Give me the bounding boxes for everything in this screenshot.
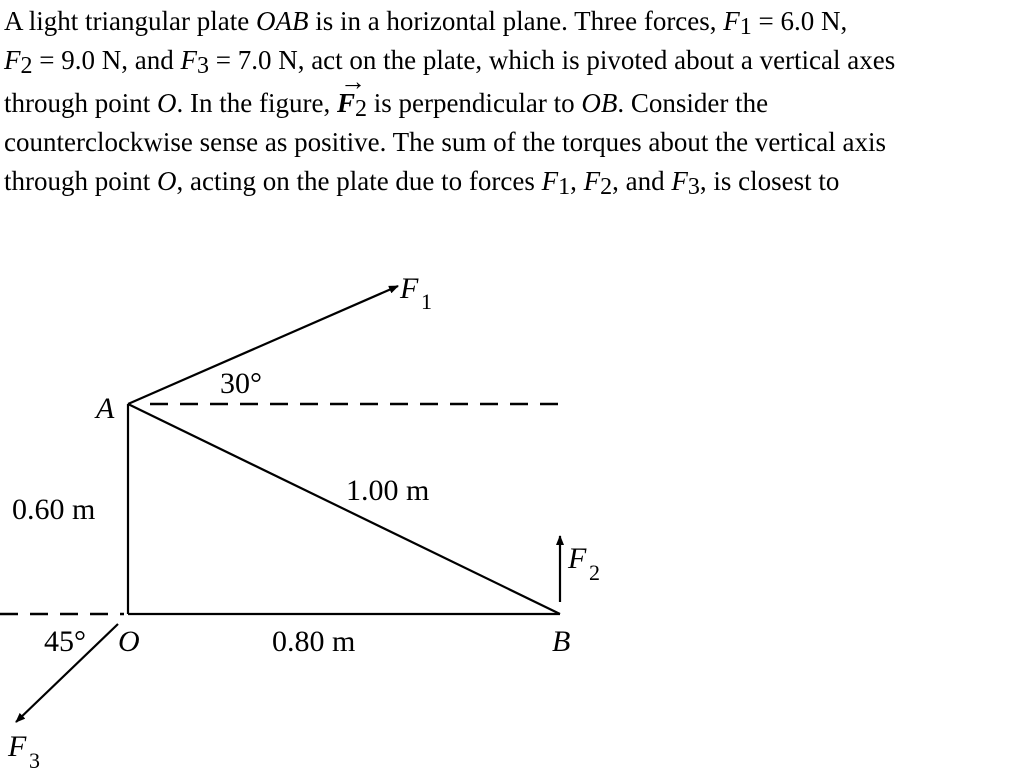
segment-name: OB bbox=[581, 88, 618, 118]
symbol-f: F bbox=[180, 45, 197, 75]
text-run: , bbox=[570, 166, 584, 196]
f3-label: F bbox=[8, 730, 27, 763]
side-ab bbox=[128, 404, 560, 614]
text-run: is perpendicular to bbox=[366, 88, 582, 118]
point-a-label: A bbox=[96, 392, 115, 425]
plate-name: OAB bbox=[255, 6, 309, 36]
f1-arrow bbox=[128, 286, 398, 404]
symbol-f: F bbox=[723, 6, 740, 36]
length-ab-label: 1.00 m bbox=[346, 474, 430, 507]
symbol-o: O bbox=[157, 166, 177, 196]
subscript: 3 bbox=[687, 174, 700, 200]
symbol-f: F bbox=[583, 166, 601, 196]
text-run: through point bbox=[4, 88, 157, 118]
text-run: , is closest to bbox=[699, 166, 840, 196]
f2-label: F bbox=[568, 542, 587, 575]
text-run: through point bbox=[4, 166, 157, 196]
angle-45-label: 45° bbox=[44, 625, 86, 658]
point-o-label: O bbox=[118, 625, 140, 658]
point-b-label: B bbox=[552, 625, 571, 658]
f3-subscript: 3 bbox=[29, 748, 40, 772]
f2-subscript: 2 bbox=[589, 560, 600, 585]
text-run: = 7.0 N, act on the plate, which is pivoted about a vertical axes bbox=[208, 45, 896, 75]
text-run: . Consider the bbox=[617, 88, 769, 118]
subscript: 1 bbox=[558, 174, 571, 200]
text-run: is in a horizontal plane. Three forces, bbox=[308, 6, 724, 36]
length-oa-label: 0.60 m bbox=[12, 493, 96, 526]
symbol-o: O bbox=[157, 88, 177, 118]
subscript: 2 bbox=[354, 96, 367, 122]
symbol-f: F bbox=[4, 45, 21, 75]
f1-subscript: 1 bbox=[421, 289, 432, 314]
text-run: , and bbox=[612, 166, 672, 196]
symbol-f: F bbox=[671, 166, 688, 196]
subscript: 3 bbox=[196, 53, 209, 79]
subscript: 2 bbox=[600, 174, 613, 200]
vector-f2-symbol: → F bbox=[337, 84, 355, 123]
subscript: 1 bbox=[739, 14, 752, 40]
f1-label: F bbox=[400, 272, 419, 305]
text-run: . In the figure, bbox=[176, 88, 337, 118]
symbol-f: F bbox=[541, 166, 559, 196]
subscript: 2 bbox=[20, 53, 33, 79]
problem-line-4: counterclockwise sense as positive. The sum of the torques about the vertical axis bbox=[4, 127, 887, 157]
text-run: = 9.0 N, and bbox=[32, 45, 181, 75]
text-run: A light triangular plate bbox=[4, 6, 256, 36]
text-run: , acting on the plate due to forces bbox=[176, 166, 542, 196]
length-ob-label: 0.80 m bbox=[272, 625, 356, 658]
text-run: = 6.0 N, bbox=[751, 6, 848, 36]
angle-30-label: 30° bbox=[220, 367, 262, 400]
